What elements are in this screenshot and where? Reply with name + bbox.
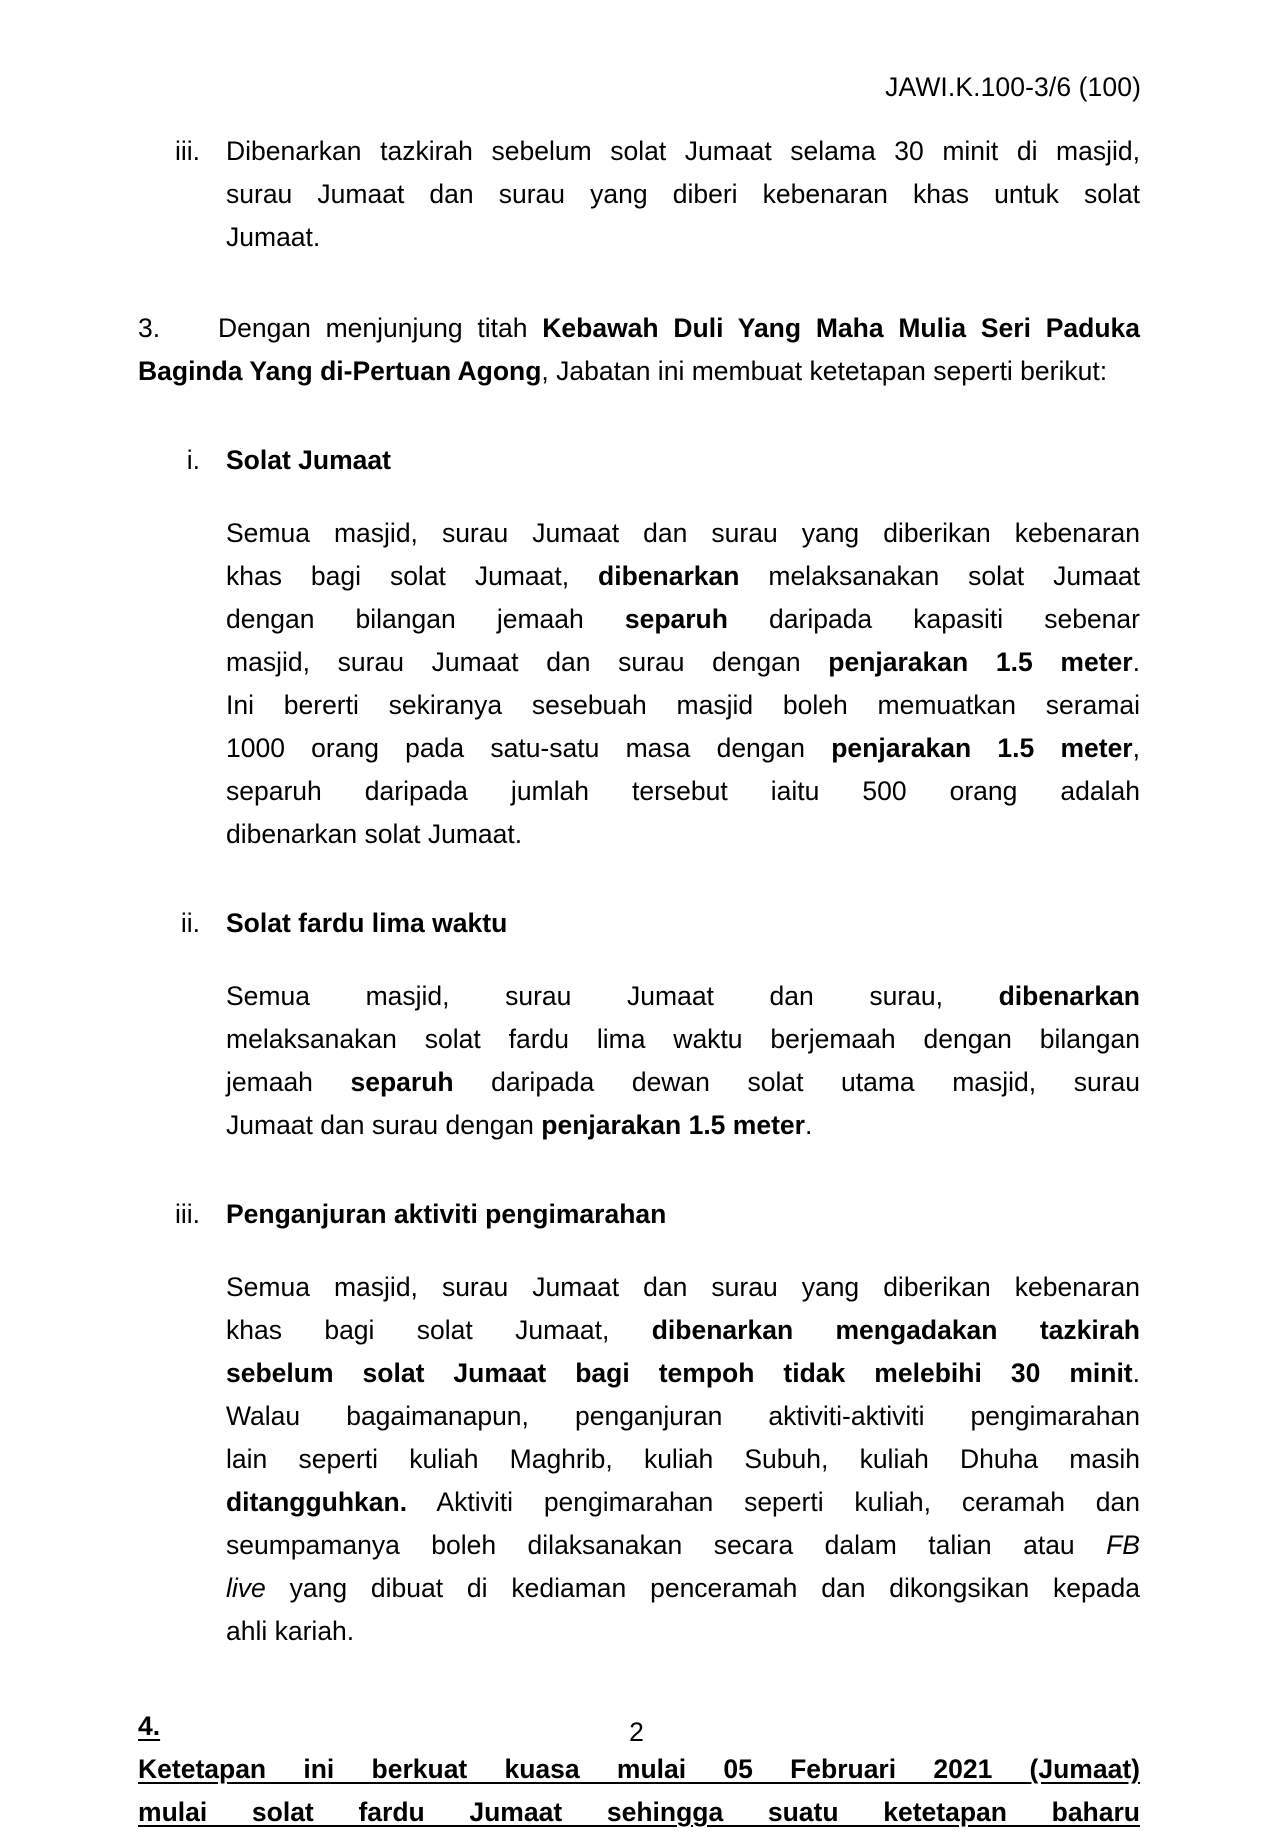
- section-heading-iii: [138, 1193, 1140, 1236]
- clause-text-before-bold: Dengan menjunjung titah: [218, 313, 543, 343]
- bold-run-separuh: separuh: [350, 1067, 454, 1097]
- text-line: [226, 1352, 1140, 1395]
- text-line: [226, 1524, 1140, 1567]
- text-line: [226, 1567, 1140, 1610]
- text-line: [226, 1481, 1140, 1524]
- page-number: 2: [629, 1717, 644, 1747]
- text-line: Semua masjid, surau Jumaat dan surau yang diberikan kebenaran: [226, 1272, 1140, 1302]
- text-run: daripada kapasiti sebenar: [727, 604, 1140, 634]
- text-line: [226, 555, 1140, 598]
- document-body: [138, 130, 1140, 1834]
- section-heading-i: [138, 439, 1140, 482]
- section-heading-ii: [138, 902, 1140, 945]
- section-body-i: [138, 512, 1140, 856]
- clause-bold-royal-title: Kebawah Duli Yang Maha Mulia Seri Paduka Baginda Yang di-Pertuan Agong: [138, 313, 1140, 386]
- bold-run-dibenarkan-mengadakan: dibenarkan mengadakan tazkirah: [651, 1315, 1140, 1345]
- bold-run-separuh: separuh: [624, 604, 728, 634]
- text-line: [226, 1309, 1140, 1352]
- text-line: [226, 641, 1140, 684]
- italic-run-fb: FB: [1106, 1530, 1140, 1560]
- clause-3-paragraph: [138, 307, 1140, 393]
- section-title-iii: Penganjuran aktiviti pengimarahan: [226, 1199, 667, 1229]
- bold-run-dibenarkan: dibenarkan: [998, 981, 1140, 1011]
- text-run: Aktiviti pengimarahan seperti kuliah, ceramah dan: [407, 1487, 1140, 1517]
- list-item-text: [200, 130, 1140, 259]
- text-run: Jumaat dan surau dengan: [226, 1110, 542, 1140]
- italic-run-live: live: [226, 1573, 266, 1603]
- text-line: [226, 727, 1140, 770]
- text-line: Walau bagaimanapun, penganjuran aktiviti-aktiviti pengimarahan: [226, 1401, 1140, 1431]
- bold-run-penjarakan: penjarakan 1.5 meter: [828, 647, 1133, 677]
- text-run: daripada dewan solat utama masjid, surau: [453, 1067, 1141, 1097]
- text-line: Jumaat.: [226, 222, 321, 252]
- text-line: ahli kariah.: [226, 1616, 355, 1646]
- text-line: Semua masjid, surau Jumaat dan surau yang diberikan kebenaran: [226, 518, 1140, 548]
- text-run: seumpamanya boleh dilaksanakan secara dalam talian atau: [226, 1530, 1107, 1560]
- section-title-i: Solat Jumaat: [226, 445, 391, 475]
- clause-text-after-bold: , Jabatan ini membuat ketetapan seperti berikut:: [541, 356, 1108, 386]
- indent-spacer: [138, 975, 226, 1147]
- text-line: [226, 1104, 1140, 1147]
- text-run: masjid, surau Jumaat dan surau dengan: [226, 647, 829, 677]
- text-line: [226, 1061, 1140, 1104]
- text-run: dengan bilangan jemaah: [226, 604, 625, 634]
- text-line: separuh daripada jumlah tersebut iaitu 500 orang adalah: [226, 776, 1140, 806]
- text-line: [226, 598, 1140, 641]
- text-run: yang dibuat di kediaman penceramah dan dikongsikan kepada: [265, 1573, 1140, 1603]
- section-marker-i: i.: [186, 445, 200, 475]
- text-run: jemaah: [226, 1067, 351, 1097]
- text-run: .: [1132, 1358, 1140, 1388]
- text-line: melaksanakan solat fardu lima waktu berjemaah dengan bilangan: [226, 1024, 1140, 1054]
- text-line: Ini bererti sekiranya sesebuah masjid boleh memuatkan seramai: [226, 690, 1140, 720]
- section-body-text-iii: [226, 1266, 1140, 1653]
- text-line: [226, 975, 1140, 1018]
- clause-number: 4.: [138, 1711, 161, 1741]
- text-line: mulai solat fardu Jumaat sehingga suatu ketetapan baharu: [138, 1797, 1140, 1827]
- section-marker-ii: ii.: [180, 908, 200, 938]
- text-run: khas bagi solat Jumaat,: [226, 561, 599, 591]
- text-run: melaksanakan solat Jumaat: [739, 561, 1140, 591]
- section-body-iii: [138, 1266, 1140, 1653]
- text-run: .: [804, 1110, 813, 1140]
- list-item: [138, 130, 1140, 259]
- text-line: dibenarkan solat Jumaat.: [226, 819, 523, 849]
- text-line: Ketetapan ini berkuat kuasa mulai 05 Februari 2021 (Jumaat): [138, 1754, 1140, 1784]
- text-run: .: [1132, 647, 1140, 677]
- section-body-text-i: [226, 512, 1140, 856]
- bold-run-tempoh: sebelum solat Jumaat bagi tempoh tidak melebihi 30 minit: [226, 1358, 1133, 1388]
- section-marker-iii: iii.: [174, 1199, 200, 1229]
- bold-run-penjarakan: penjarakan 1.5 meter: [541, 1110, 805, 1140]
- indent-spacer: [138, 1266, 226, 1653]
- text-run: ,: [1132, 733, 1140, 763]
- indent-spacer: [138, 512, 226, 856]
- section-body-text-ii: [226, 975, 1140, 1147]
- document-reference-header: JAWI.K.100-3/6 (100): [885, 72, 1141, 102]
- list-marker: iii.: [174, 136, 200, 166]
- text-run: Semua masjid, surau Jumaat dan surau,: [226, 981, 999, 1011]
- text-line: Dibenarkan tazkirah sebelum solat Jumaat selama 30 minit di masjid,: [226, 136, 1140, 166]
- bold-run-penjarakan: penjarakan 1.5 meter: [831, 733, 1133, 763]
- text-line: lain seperti kuliah Maghrib, kuliah Subuh, kuliah Dhuha masih: [226, 1444, 1140, 1474]
- bold-run-dibenarkan: dibenarkan: [598, 561, 740, 591]
- text-line: surau Jumaat dan surau yang diberi kebenaran khas untuk solat: [226, 179, 1140, 209]
- clause-number: 3.: [138, 313, 161, 343]
- text-run: khas bagi solat Jumaat,: [226, 1315, 652, 1345]
- bold-run-ditangguhkan: ditangguhkan.: [226, 1487, 408, 1517]
- section-body-ii: [138, 975, 1140, 1147]
- text-run: 1000 orang pada satu-satu masa dengan: [226, 733, 832, 763]
- section-title-ii: Solat fardu lima waktu: [226, 908, 508, 938]
